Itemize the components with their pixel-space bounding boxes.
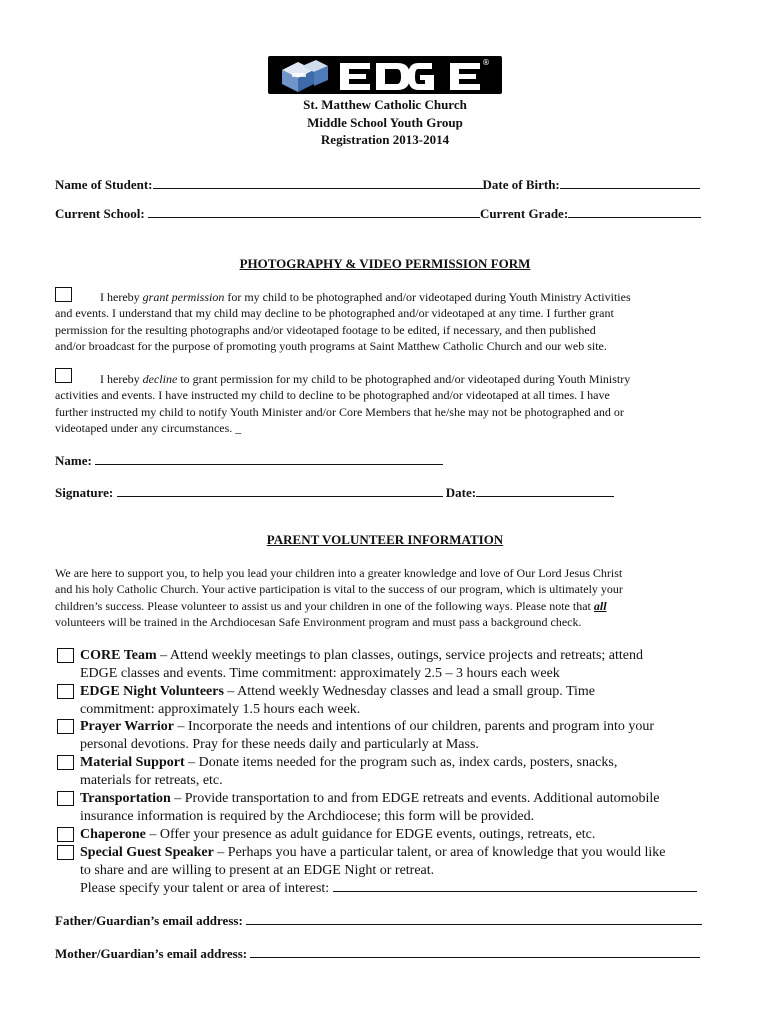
core-team-desc: – Attend weekly meetings to plan classes, outings, service projects and retreats; attend	[156, 648, 643, 663]
school-row	[55, 206, 701, 222]
edge-night-name: EDGE Night Volunteers	[80, 684, 224, 699]
registration-year: Registration 2013-2014	[320, 132, 450, 147]
decline-text-line2: activities and events. I have instructed my child to decline to be photographed and/or videotaped at all times. I have	[55, 388, 610, 403]
transportation-option	[80, 790, 730, 826]
grant-text-pre: I hereby	[100, 290, 143, 304]
student-row	[55, 177, 700, 193]
student-name-label: Name of Student:	[55, 177, 153, 192]
edge-night-desc-cont: commitment: approximately 1.5 hours each week.	[80, 701, 361, 717]
guest-speaker-desc: – Perhaps you have a particular talent, or area of knowledge that you would like	[213, 845, 666, 860]
volunteer-intro	[55, 565, 725, 630]
material-support-desc-cont: materials for retreats, etc.	[80, 772, 223, 788]
chaperone-checkbox[interactable]	[57, 827, 74, 842]
grant-text-rest: for my child to be photographed and/or videotaped during Youth Ministry Activities	[224, 290, 631, 304]
decline-permission-text	[55, 371, 725, 436]
signature-field[interactable]	[117, 496, 443, 497]
date-field[interactable]	[476, 496, 614, 497]
edge-night-desc: – Attend weekly Wednesday classes and lead a small group. Time	[223, 684, 596, 699]
guest-speaker-checkbox[interactable]	[57, 845, 74, 860]
prayer-warrior-option	[80, 718, 730, 754]
volunteer-section-title: PARENT VOLUNTEER INFORMATION	[266, 532, 504, 547]
school-label: Current School:	[55, 206, 145, 221]
intro-line2: and his holy Catholic Church. Your active participation is vital to the success of our program, which is ultimately your	[55, 582, 623, 597]
decline-text-line4: videotaped under any circumstances. _	[55, 420, 242, 435]
prayer-warrior-desc: – Incorporate the needs and intentions of our children, parents and program into your	[173, 719, 655, 734]
edge-night-checkbox[interactable]	[57, 684, 74, 699]
intro-line1: We are here to support you, to help you lead your children into a greater knowledge and love of Our Lord Jesus Christ	[55, 566, 623, 580]
grade-field[interactable]	[568, 217, 701, 218]
group-name: Middle School Youth Group	[307, 114, 463, 130]
father-email-label: Father/Guardian’s email address:	[55, 913, 243, 928]
material-support-option	[80, 754, 730, 790]
grant-text-emphasis: grant permission	[142, 290, 225, 304]
chaperone-desc: – Offer your presence as adult guidance for EDGE events, outings, retreats, etc.	[145, 827, 596, 842]
date-label: Date:	[445, 485, 477, 500]
mother-email-label: Mother/Guardian’s email address:	[55, 946, 248, 961]
core-team-checkbox[interactable]	[57, 648, 74, 663]
school-field[interactable]	[148, 217, 480, 218]
name-label: Name:	[55, 453, 92, 468]
transportation-desc: – Provide transportation to and from EDGE retreats and events. Additional automobile	[170, 791, 660, 806]
father-email-field[interactable]	[246, 924, 702, 925]
transportation-desc-cont: insurance information is required by the Archdiocese; this form will be provided.	[80, 808, 535, 824]
chaperone-option	[80, 826, 730, 844]
photo-section-title: PHOTOGRAPHY & VIDEO PERMISSION FORM	[239, 256, 531, 271]
prayer-warrior-name: Prayer Warrior	[80, 719, 174, 734]
signature-label: Signature:	[55, 485, 114, 500]
name-row	[55, 453, 443, 469]
decline-text-line3: further instructed my child to notify Youth Minister and/or Core Members that he/she may not be photographed and or	[55, 404, 624, 419]
dob-label: Date of Birth:	[482, 177, 560, 192]
edge-lettering	[340, 63, 480, 90]
header-block	[185, 96, 585, 149]
student-name-field[interactable]	[153, 188, 483, 189]
signature-row	[55, 485, 614, 501]
talent-label: Please specify your talent or area of interest:	[80, 880, 330, 896]
mother-email-row	[55, 946, 700, 962]
church-name: St. Matthew Catholic Church	[303, 97, 467, 112]
core-team-name: CORE Team	[80, 648, 157, 663]
core-team-option	[80, 647, 730, 683]
mother-email-field[interactable]	[250, 957, 700, 958]
intro-line4: volunteers will be trained in the Archdiocesan Safe Environment program and must pass a background check.	[55, 614, 582, 629]
talent-field[interactable]	[333, 891, 697, 892]
grant-text-line4: and/or broadcast for the purpose of promoting youth programs at Saint Matthew Catholic Church and our web site.	[55, 338, 607, 353]
guest-speaker-name: Special Guest Speaker	[80, 845, 214, 860]
decline-text-emphasis: decline	[142, 372, 178, 386]
guest-speaker-desc-cont: to share and are willing to present at an EDGE Night or retreat.	[80, 862, 435, 878]
intro-line3: children’s success. Please volunteer to assist us and your children in one of the following ways. Please note that	[55, 598, 594, 613]
edge-night-option	[80, 683, 730, 719]
prayer-warrior-desc-cont: personal devotions. Pray for these needs daily and particularly at Mass.	[80, 736, 479, 752]
cube-icon	[282, 60, 328, 92]
core-team-desc-cont: EDGE classes and events. Time commitment: approximately 2.5 – 3 hours each week	[80, 665, 560, 681]
grant-text-line3: permission for the resulting photographs and/or videotaped footage to be edited, if necessary, and then published	[55, 322, 596, 337]
name-field[interactable]	[95, 464, 443, 465]
decline-text-rest: to grant permission for my child to be photographed and/or videotaped during Youth Ministry	[177, 372, 631, 386]
material-support-name: Material Support	[80, 755, 185, 770]
transportation-checkbox[interactable]	[57, 791, 74, 806]
registered-mark: ®	[482, 58, 490, 67]
guest-speaker-option	[80, 844, 730, 897]
intro-all-emphasis: all	[593, 598, 607, 613]
decline-text-pre: I hereby	[100, 372, 143, 386]
grant-text-line2: and events. I understand that my child may decline to be photographed and/or videotaped at any time. I further grant	[55, 306, 614, 321]
material-support-checkbox[interactable]	[57, 755, 74, 770]
grade-label: Current Grade:	[479, 206, 569, 221]
prayer-warrior-checkbox[interactable]	[57, 719, 74, 734]
transportation-name: Transportation	[80, 791, 171, 806]
edge-logo-graphic	[268, 56, 502, 94]
material-support-desc: – Donate items needed for the program such as, index cards, posters, snacks,	[184, 755, 618, 770]
edge-logo	[268, 56, 502, 94]
father-email-row	[55, 913, 702, 929]
chaperone-name: Chaperone	[80, 827, 146, 842]
dob-field[interactable]	[560, 188, 700, 189]
grant-permission-text	[55, 289, 725, 354]
